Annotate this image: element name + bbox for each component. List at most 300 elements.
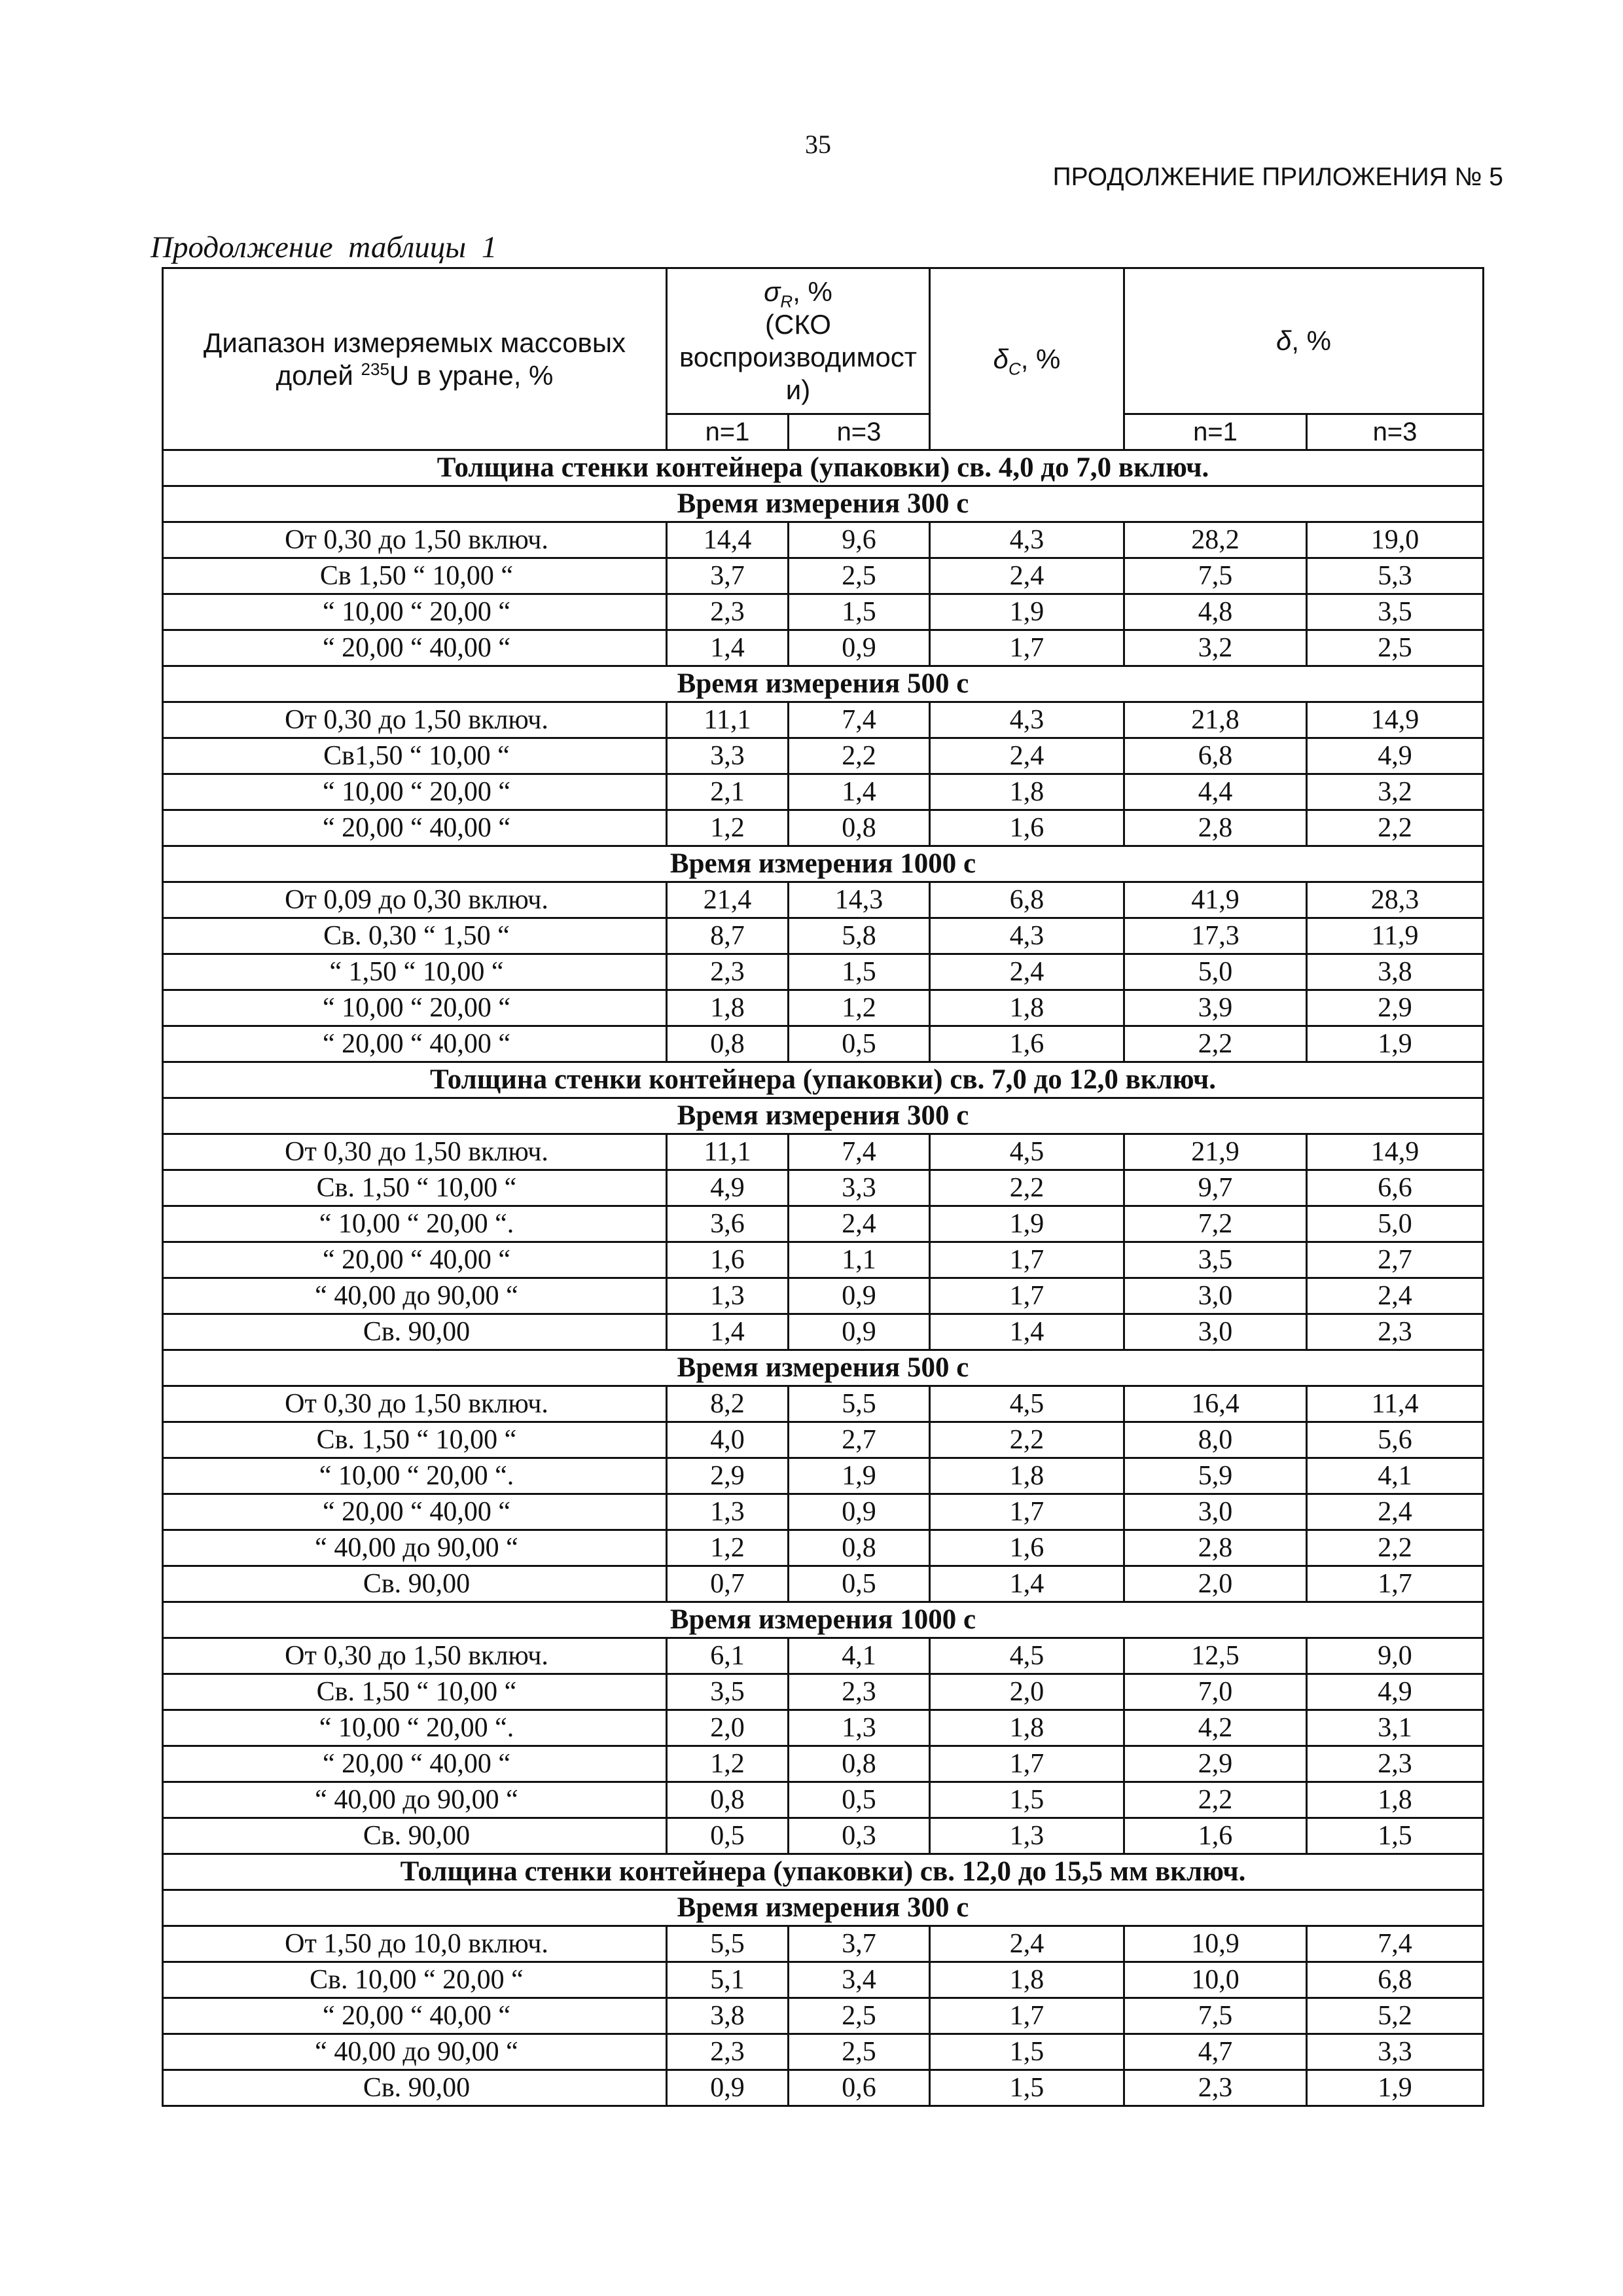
sigma-n3-cell: 0,9	[789, 1494, 930, 1530]
sigma-n3-cell: 0,9	[789, 630, 930, 666]
sigma-n1-cell: 0,7	[667, 1566, 789, 1602]
delta-n1-cell: 16,4	[1124, 1386, 1307, 1422]
delta-n1-cell: 41,9	[1124, 882, 1307, 918]
table-row	[163, 1998, 1484, 2034]
delta-n3-cell: 5,6	[1307, 1422, 1484, 1458]
delta-c-cell: 1,8	[930, 1962, 1124, 1998]
delta-n3-cell: 7,4	[1307, 1926, 1484, 1962]
delta-n3-cell: 2,4	[1307, 1494, 1484, 1530]
sigma-unit: , %	[793, 276, 832, 307]
range-cell: “ 10,00 “ 20,00 “.	[163, 1710, 667, 1746]
header-row	[163, 268, 1484, 414]
sigma-n1-cell: 3,8	[667, 1998, 789, 2034]
sigma-n1-cell: 6,1	[667, 1638, 789, 1674]
delta-n1-cell: 7,0	[1124, 1674, 1307, 1710]
range-cell: Св. 1,50 “ 10,00 “	[163, 1170, 667, 1206]
sigma-n3-cell: 5,5	[789, 1386, 930, 1422]
section-title: Толщина стенки контейнера (упаковки) св. 7,0 до 12,0 включ.	[163, 1062, 1484, 1098]
range-cell: Св 1,50 “ 10,00 “	[163, 558, 667, 594]
sigma-n1-cell: 1,8	[667, 990, 789, 1026]
sigma-n1-cell: 0,8	[667, 1782, 789, 1818]
delta-c-symbol: δ	[993, 343, 1008, 374]
delta-c-cell: 1,7	[930, 630, 1124, 666]
delta-n1-cell: 28,2	[1124, 522, 1307, 558]
table-row	[163, 1458, 1484, 1494]
range-cell: От 0,30 до 1,50 включ.	[163, 522, 667, 558]
sigma-n1-cell: 0,5	[667, 1818, 789, 1854]
delta-n3-cell: 3,2	[1307, 774, 1484, 810]
delta-c-cell: 1,8	[930, 990, 1124, 1026]
sigma-subscript: R	[780, 291, 793, 312]
sigma-n1-cell: 5,1	[667, 1962, 789, 1998]
delta-n1-cell: 2,8	[1124, 1530, 1307, 1566]
sigma-n3-cell: 1,5	[789, 594, 930, 630]
range-cell: Св. 90,00	[163, 2070, 667, 2106]
delta-n3-cell: 4,1	[1307, 1458, 1484, 1494]
table-row	[163, 2070, 1484, 2106]
delta-c-cell: 1,8	[930, 1458, 1124, 1494]
sigma-n1-cell: 2,3	[667, 594, 789, 630]
sigma-n3-cell: 0,9	[789, 1314, 930, 1350]
sigma-n3-cell: 4,1	[789, 1638, 930, 1674]
delta-n3-cell: 3,5	[1307, 594, 1484, 630]
sigma-n1-cell: 0,8	[667, 1026, 789, 1062]
time-row	[163, 486, 1484, 522]
range-cell: “ 10,00 “ 20,00 “	[163, 774, 667, 810]
delta-n1-cell: 10,9	[1124, 1926, 1307, 1962]
delta-n3-cell: 14,9	[1307, 1134, 1484, 1170]
delta-c-unit: , %	[1020, 343, 1061, 374]
table-row	[163, 1962, 1484, 1998]
range-cell: Св1,50 “ 10,00 “	[163, 738, 667, 774]
delta-c-cell: 1,9	[930, 1206, 1124, 1242]
range-cell: “ 40,00 до 90,00 “	[163, 1278, 667, 1314]
table-row	[163, 1530, 1484, 1566]
sigma-column-header	[667, 268, 930, 414]
sigma-n1-cell: 21,4	[667, 882, 789, 918]
range-cell: Св. 90,00	[163, 1566, 667, 1602]
sigma-n1-cell: 3,3	[667, 738, 789, 774]
delta-c-cell: 2,2	[930, 1422, 1124, 1458]
measurement-time-label: Время измерения 300 с	[163, 486, 1484, 522]
sigma-n1-cell: 1,2	[667, 810, 789, 846]
sigma-n1-cell: 3,5	[667, 1674, 789, 1710]
delta-n3-cell: 2,9	[1307, 990, 1484, 1026]
range-cell: “ 20,00 “ 40,00 “	[163, 1494, 667, 1530]
sigma-n3-cell: 1,2	[789, 990, 930, 1026]
delta-c-cell: 1,6	[930, 1530, 1124, 1566]
delta-n1-header: n=1	[1124, 414, 1307, 450]
sigma-n1-cell: 3,6	[667, 1206, 789, 1242]
time-row	[163, 1890, 1484, 1926]
delta-n3-cell: 14,9	[1307, 702, 1484, 738]
sigma-n1-cell: 8,2	[667, 1386, 789, 1422]
delta-n1-cell: 4,4	[1124, 774, 1307, 810]
delta-c-cell: 4,5	[930, 1134, 1124, 1170]
range-cell: Св. 1,50 “ 10,00 “	[163, 1674, 667, 1710]
delta-n1-cell: 2,3	[1124, 2070, 1307, 2106]
delta-c-cell: 1,7	[930, 1494, 1124, 1530]
table-row	[163, 594, 1484, 630]
table-row	[163, 630, 1484, 666]
delta-c-cell: 4,5	[930, 1386, 1124, 1422]
section-row	[163, 1854, 1484, 1890]
delta-c-cell: 2,4	[930, 558, 1124, 594]
sigma-n1-cell: 11,1	[667, 1134, 789, 1170]
delta-column-header	[1124, 268, 1484, 414]
range-cell: “ 20,00 “ 40,00 “	[163, 810, 667, 846]
delta-n1-cell: 4,7	[1124, 2034, 1307, 2070]
table-row	[163, 702, 1484, 738]
range-cell: От 0,30 до 1,50 включ.	[163, 1638, 667, 1674]
delta-n3-cell: 4,9	[1307, 1674, 1484, 1710]
table-row	[163, 1746, 1484, 1782]
delta-n1-cell: 10,0	[1124, 1962, 1307, 1998]
sigma-n3-cell: 3,4	[789, 1962, 930, 1998]
delta-n3-cell: 28,3	[1307, 882, 1484, 918]
table-row	[163, 1278, 1484, 1314]
table-row	[163, 1638, 1484, 1674]
table-row	[163, 1494, 1484, 1530]
time-row	[163, 846, 1484, 882]
delta-n3-cell: 2,4	[1307, 1278, 1484, 1314]
delta-unit: , %	[1291, 325, 1332, 356]
table-row	[163, 1926, 1484, 1962]
sigma-n1-cell: 2,1	[667, 774, 789, 810]
delta-c-cell: 1,3	[930, 1818, 1124, 1854]
delta-c-cell: 1,6	[930, 1026, 1124, 1062]
delta-c-cell: 2,2	[930, 1170, 1124, 1206]
table-header	[163, 268, 1484, 450]
delta-c-subscript: C	[1008, 358, 1021, 378]
sigma-n3-cell: 7,4	[789, 1134, 930, 1170]
sigma-n3-cell: 1,1	[789, 1242, 930, 1278]
section-row	[163, 1062, 1484, 1098]
delta-n1-cell: 3,5	[1124, 1242, 1307, 1278]
sigma-n1-cell: 1,2	[667, 1746, 789, 1782]
delta-n3-cell: 19,0	[1307, 522, 1484, 558]
delta-n3-cell: 9,0	[1307, 1638, 1484, 1674]
measurement-time-label: Время измерения 1000 с	[163, 1602, 1484, 1638]
table-row	[163, 1422, 1484, 1458]
delta-c-cell: 4,3	[930, 918, 1124, 954]
delta-n3-cell: 3,3	[1307, 2034, 1484, 2070]
delta-n1-cell: 5,9	[1124, 1458, 1307, 1494]
delta-c-column-header	[930, 268, 1124, 450]
sigma-n1-header: n=1	[667, 414, 789, 450]
delta-n3-cell: 2,5	[1307, 630, 1484, 666]
delta-symbol: δ	[1275, 325, 1292, 356]
table-row	[163, 810, 1484, 846]
range-cell: От 0,30 до 1,50 включ.	[163, 702, 667, 738]
delta-n3-cell: 1,9	[1307, 2070, 1484, 2106]
table-row	[163, 1170, 1484, 1206]
table-row	[163, 522, 1484, 558]
delta-n3-cell: 5,3	[1307, 558, 1484, 594]
sigma-n3-cell: 0,8	[789, 810, 930, 846]
range-cell: “ 1,50 “ 10,00 “	[163, 954, 667, 990]
delta-c-cell: 2,4	[930, 954, 1124, 990]
delta-c-cell: 4,3	[930, 702, 1124, 738]
sigma-n3-cell: 5,8	[789, 918, 930, 954]
range-cell: “ 10,00 “ 20,00 “.	[163, 1458, 667, 1494]
delta-n3-cell: 6,8	[1307, 1962, 1484, 1998]
measurement-time-label: Время измерения 500 с	[163, 666, 1484, 702]
range-cell: “ 10,00 “ 20,00 “.	[163, 1206, 667, 1242]
delta-c-cell: 1,7	[930, 1746, 1124, 1782]
delta-c-cell: 1,5	[930, 2034, 1124, 2070]
sigma-n3-cell: 0,5	[789, 1026, 930, 1062]
delta-n1-cell: 4,2	[1124, 1710, 1307, 1746]
sigma-n3-cell: 9,6	[789, 522, 930, 558]
range-cell: От 0,30 до 1,50 включ.	[163, 1386, 667, 1422]
table-row	[163, 1026, 1484, 1062]
delta-n3-cell: 5,2	[1307, 1998, 1484, 2034]
sigma-n3-cell: 0,8	[789, 1746, 930, 1782]
range-cell: “ 40,00 до 90,00 “	[163, 1530, 667, 1566]
delta-n1-cell: 7,2	[1124, 1206, 1307, 1242]
range-cell: От 0,30 до 1,50 включ.	[163, 1134, 667, 1170]
table-body	[163, 450, 1484, 2106]
range-cell: “ 40,00 до 90,00 “	[163, 1782, 667, 1818]
sigma-n1-cell: 2,3	[667, 954, 789, 990]
table-row	[163, 1242, 1484, 1278]
sigma-n3-cell: 2,3	[789, 1674, 930, 1710]
sigma-n1-cell: 1,2	[667, 1530, 789, 1566]
sigma-n1-cell: 2,3	[667, 2034, 789, 2070]
appendix-title: ПРОДОЛЖЕНИЕ ПРИЛОЖЕНИЯ № 5	[1052, 163, 1503, 191]
sigma-n1-cell: 4,0	[667, 1422, 789, 1458]
delta-n1-cell: 12,5	[1124, 1638, 1307, 1674]
table-row	[163, 1134, 1484, 1170]
sigma-n3-header: n=3	[789, 414, 930, 450]
delta-n1-cell: 7,5	[1124, 1998, 1307, 2034]
delta-n1-cell: 3,9	[1124, 990, 1307, 1026]
delta-n3-cell: 2,2	[1307, 1530, 1484, 1566]
range-cell: Св. 90,00	[163, 1818, 667, 1854]
section-title: Толщина стенки контейнера (упаковки) св. 4,0 до 7,0 включ.	[163, 450, 1484, 486]
table-caption: Продолжение таблицы 1	[151, 230, 497, 264]
delta-n1-cell: 2,8	[1124, 810, 1307, 846]
range-cell: От 1,50 до 10,0 включ.	[163, 1926, 667, 1962]
table-row	[163, 954, 1484, 990]
delta-n1-cell: 3,0	[1124, 1314, 1307, 1350]
sigma-n1-cell: 1,3	[667, 1278, 789, 1314]
sigma-n3-cell: 1,3	[789, 1710, 930, 1746]
table-row	[163, 1710, 1484, 1746]
table-row	[163, 918, 1484, 954]
section-row	[163, 450, 1484, 486]
delta-n1-cell: 2,2	[1124, 1026, 1307, 1062]
measurement-time-label: Время измерения 300 с	[163, 1890, 1484, 1926]
delta-n3-cell: 6,6	[1307, 1170, 1484, 1206]
sigma-n3-cell: 0,3	[789, 1818, 930, 1854]
table-row	[163, 1566, 1484, 1602]
sigma-n3-cell: 2,5	[789, 2034, 930, 2070]
sigma-n3-cell: 14,3	[789, 882, 930, 918]
time-row	[163, 1350, 1484, 1386]
delta-n1-cell: 3,0	[1124, 1494, 1307, 1530]
sigma-n3-cell: 3,3	[789, 1170, 930, 1206]
delta-c-cell: 1,4	[930, 1566, 1124, 1602]
sigma-n1-cell: 11,1	[667, 702, 789, 738]
delta-n1-cell: 21,9	[1124, 1134, 1307, 1170]
range-cell: “ 10,00 “ 20,00 “	[163, 990, 667, 1026]
section-title: Толщина стенки контейнера (упаковки) св. 12,0 до 15,5 мм включ.	[163, 1854, 1484, 1890]
delta-c-cell: 4,3	[930, 522, 1124, 558]
time-row	[163, 1602, 1484, 1638]
delta-c-cell: 1,7	[930, 1998, 1124, 2034]
range-header-line2-post: U в уране, %	[389, 359, 554, 391]
sigma-n3-cell: 2,7	[789, 1422, 930, 1458]
delta-c-cell: 1,8	[930, 774, 1124, 810]
delta-c-cell: 2,4	[930, 738, 1124, 774]
delta-c-cell: 1,9	[930, 594, 1124, 630]
delta-n3-cell: 3,1	[1307, 1710, 1484, 1746]
sigma-n1-cell: 1,3	[667, 1494, 789, 1530]
sigma-n3-cell: 2,5	[789, 1998, 930, 2034]
delta-c-cell: 1,5	[930, 2070, 1124, 2106]
sigma-n1-cell: 5,5	[667, 1926, 789, 1962]
sigma-n1-cell: 2,0	[667, 1710, 789, 1746]
sigma-n3-cell: 2,5	[789, 558, 930, 594]
delta-n1-cell: 1,6	[1124, 1818, 1307, 1854]
delta-n3-cell: 3,8	[1307, 954, 1484, 990]
range-cell: “ 40,00 до 90,00 “	[163, 2034, 667, 2070]
sigma-n3-cell: 0,5	[789, 1566, 930, 1602]
delta-c-cell: 1,7	[930, 1278, 1124, 1314]
sigma-n3-cell: 7,4	[789, 702, 930, 738]
range-cell: “ 20,00 “ 40,00 “	[163, 1242, 667, 1278]
measurement-time-label: Время измерения 500 с	[163, 1350, 1484, 1386]
delta-n1-cell: 6,8	[1124, 738, 1307, 774]
delta-n3-cell: 1,9	[1307, 1026, 1484, 1062]
delta-c-cell: 1,7	[930, 1242, 1124, 1278]
range-header-line2-pre: долей	[276, 359, 361, 391]
range-header-line1: Диапазон измеряемых массовых	[203, 327, 626, 358]
sigma-n3-cell: 0,5	[789, 1782, 930, 1818]
sigma-n1-cell: 4,9	[667, 1170, 789, 1206]
delta-n3-cell: 1,8	[1307, 1782, 1484, 1818]
sigma-n3-cell: 1,9	[789, 1458, 930, 1494]
delta-n1-cell: 3,0	[1124, 1278, 1307, 1314]
time-row	[163, 1098, 1484, 1134]
delta-n3-cell: 2,2	[1307, 810, 1484, 846]
sigma-n3-cell: 3,7	[789, 1926, 930, 1962]
sigma-n3-cell: 2,2	[789, 738, 930, 774]
sigma-header-line3: воспроизводимост	[679, 342, 918, 372]
table-row	[163, 738, 1484, 774]
delta-n3-cell: 11,9	[1307, 918, 1484, 954]
delta-n3-cell: 4,9	[1307, 738, 1484, 774]
sigma-header-line2: (СКО	[765, 309, 831, 340]
range-cell: От 0,09 до 0,30 включ.	[163, 882, 667, 918]
delta-c-cell: 1,6	[930, 810, 1124, 846]
sigma-n1-cell: 1,4	[667, 1314, 789, 1350]
delta-n1-cell: 8,0	[1124, 1422, 1307, 1458]
data-table	[162, 267, 1484, 2107]
table-row	[163, 774, 1484, 810]
range-cell: “ 10,00 “ 20,00 “	[163, 594, 667, 630]
table-row	[163, 558, 1484, 594]
delta-c-cell: 2,0	[930, 1674, 1124, 1710]
sigma-n1-cell: 1,6	[667, 1242, 789, 1278]
delta-c-cell: 1,4	[930, 1314, 1124, 1350]
delta-n1-cell: 2,0	[1124, 1566, 1307, 1602]
delta-n3-header: n=3	[1307, 414, 1484, 450]
range-cell: “ 20,00 “ 40,00 “	[163, 1998, 667, 2034]
range-cell: Св. 10,00 “ 20,00 “	[163, 1962, 667, 1998]
delta-n1-cell: 2,9	[1124, 1746, 1307, 1782]
delta-c-cell: 6,8	[930, 882, 1124, 918]
sigma-n1-cell: 3,7	[667, 558, 789, 594]
delta-n1-cell: 17,3	[1124, 918, 1307, 954]
delta-n3-cell: 1,5	[1307, 1818, 1484, 1854]
sigma-n1-cell: 8,7	[667, 918, 789, 954]
delta-n3-cell: 2,3	[1307, 1314, 1484, 1350]
sigma-n3-cell: 0,8	[789, 1530, 930, 1566]
range-cell: Св. 1,50 “ 10,00 “	[163, 1422, 667, 1458]
delta-c-cell: 1,8	[930, 1710, 1124, 1746]
delta-n1-cell: 5,0	[1124, 954, 1307, 990]
measurement-time-label: Время измерения 1000 с	[163, 846, 1484, 882]
delta-c-cell: 1,5	[930, 1782, 1124, 1818]
delta-c-cell: 2,4	[930, 1926, 1124, 1962]
range-cell: “ 20,00 “ 40,00 “	[163, 1026, 667, 1062]
range-column-header	[163, 268, 667, 450]
table-row	[163, 2034, 1484, 2070]
table-row	[163, 882, 1484, 918]
delta-n1-cell: 7,5	[1124, 558, 1307, 594]
delta-n3-cell: 2,3	[1307, 1746, 1484, 1782]
table-row	[163, 1818, 1484, 1854]
table-row	[163, 1386, 1484, 1422]
delta-n3-cell: 2,7	[1307, 1242, 1484, 1278]
delta-n3-cell: 5,0	[1307, 1206, 1484, 1242]
delta-n1-cell: 9,7	[1124, 1170, 1307, 1206]
table-row	[163, 990, 1484, 1026]
sigma-n3-cell: 2,4	[789, 1206, 930, 1242]
delta-n1-cell: 4,8	[1124, 594, 1307, 630]
range-cell: “ 20,00 “ 40,00 “	[163, 1746, 667, 1782]
delta-n3-cell: 1,7	[1307, 1566, 1484, 1602]
table-row	[163, 1314, 1484, 1350]
sigma-header-line4: и)	[785, 374, 811, 405]
sigma-n3-cell: 0,9	[789, 1278, 930, 1314]
sigma-n3-cell: 0,6	[789, 2070, 930, 2106]
delta-n3-cell: 11,4	[1307, 1386, 1484, 1422]
sigma-n1-cell: 14,4	[667, 522, 789, 558]
isotope-mass-number: 235	[361, 359, 389, 379]
sigma-n1-cell: 2,9	[667, 1458, 789, 1494]
sigma-n3-cell: 1,4	[789, 774, 930, 810]
measurement-time-label: Время измерения 300 с	[163, 1098, 1484, 1134]
table-row	[163, 1674, 1484, 1710]
sigma-n1-cell: 1,4	[667, 630, 789, 666]
time-row	[163, 666, 1484, 702]
range-cell: Св. 0,30 “ 1,50 “	[163, 918, 667, 954]
delta-n1-cell: 21,8	[1124, 702, 1307, 738]
range-cell: “ 20,00 “ 40,00 “	[163, 630, 667, 666]
delta-n1-cell: 2,2	[1124, 1782, 1307, 1818]
sigma-n3-cell: 1,5	[789, 954, 930, 990]
sigma-symbol: σ	[764, 276, 781, 307]
sigma-n1-cell: 0,9	[667, 2070, 789, 2106]
delta-n1-cell: 3,2	[1124, 630, 1307, 666]
delta-c-cell: 4,5	[930, 1638, 1124, 1674]
page-number: 35	[805, 130, 831, 159]
table-row	[163, 1206, 1484, 1242]
